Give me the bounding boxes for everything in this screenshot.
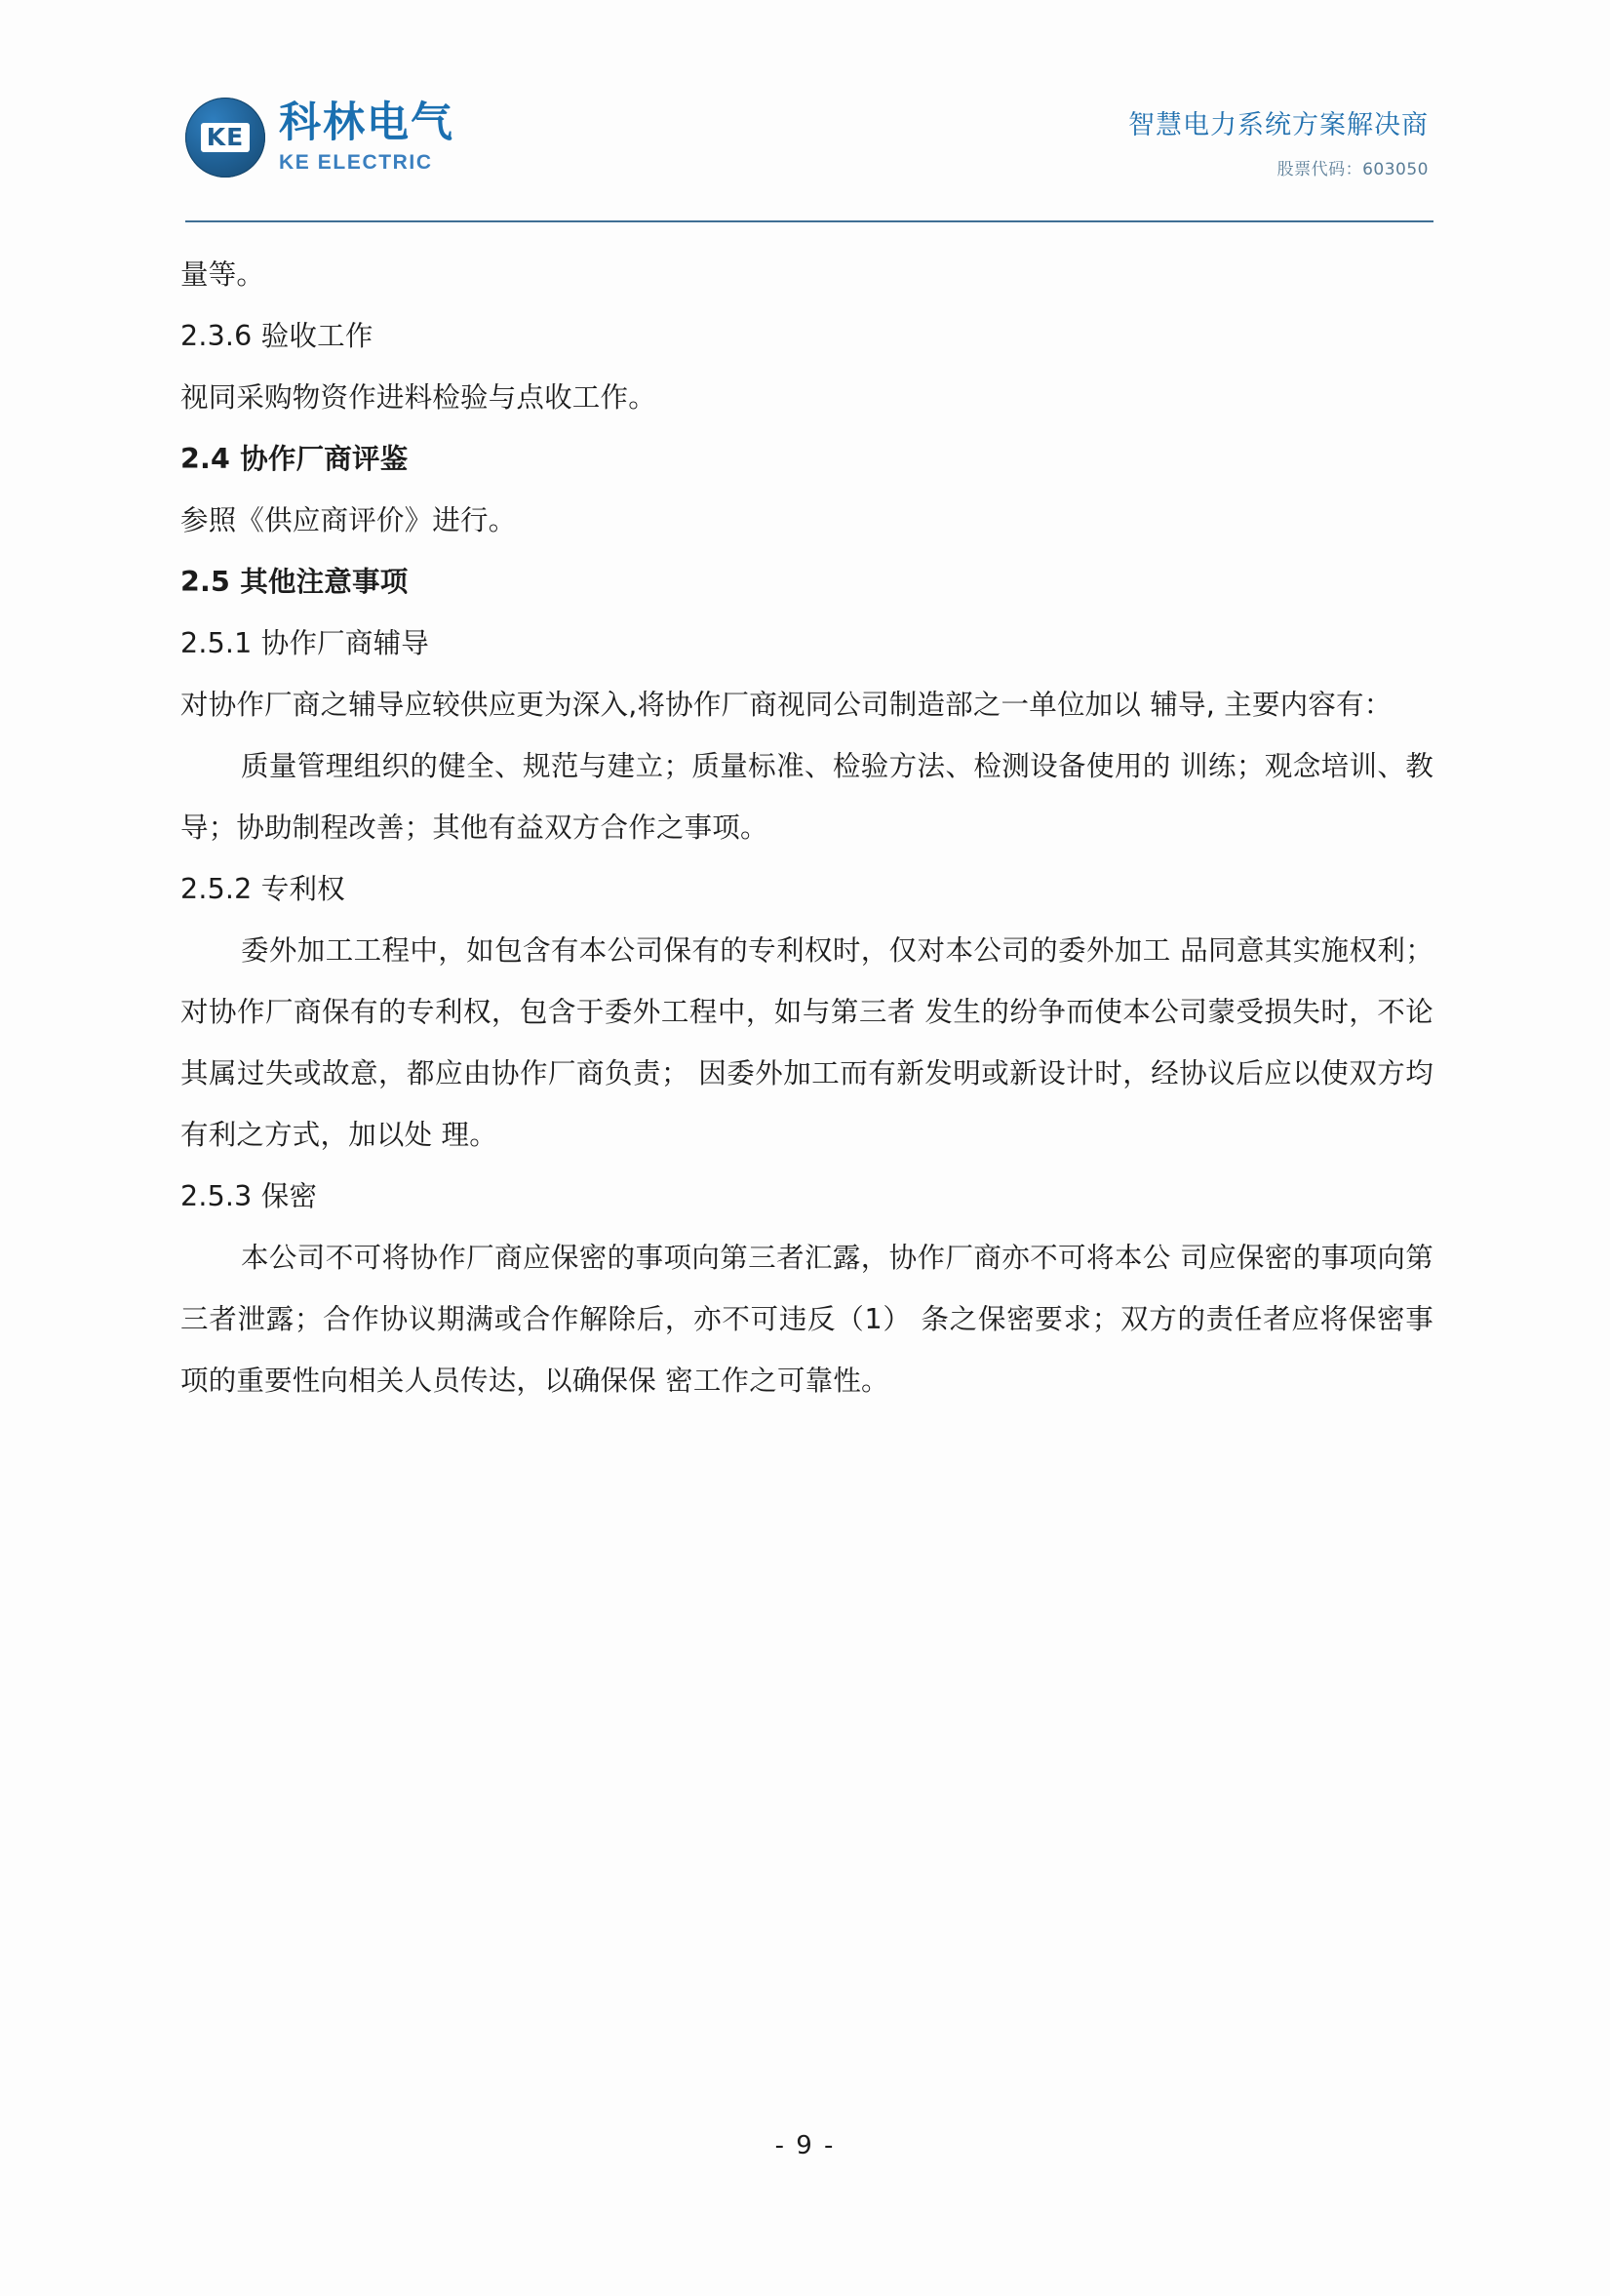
- header-divider: [185, 220, 1433, 222]
- section-2-4-title: 2.4 协作厂商评鉴: [180, 443, 409, 475]
- body-line: 视同采购物资作进料检验与点收工作。: [180, 381, 656, 414]
- body-paragraph: 对协作厂商之辅导应较供应更为深入,将协作厂商视同公司制造部之一单位加以 辅导, 主要内容有：: [180, 689, 1393, 721]
- logo-wordmark: [279, 99, 454, 174]
- section-2-5-2-title: 2.5.2 专利权: [180, 873, 345, 905]
- company-logo: [185, 98, 454, 178]
- body-paragraph: 委外加工工程中，如包含有本公司保有的专利权时，仅对本公司的委外加工 品同意其实施权利；对协作厂商保有的专利权，包含于委外工程中，如与第三者 发生的纷争而使本公司蒙受损失时，不论其属过失或故意，都应由协作厂商负责； 因委外加工而有新发明或新设计时，经协议后应以使双方均有利之方式，加以处 理。: [180, 934, 1433, 1151]
- logo-chinese-name: 科林电气: [279, 99, 454, 147]
- page-header: [185, 98, 1429, 205]
- stock-code: 股票代码：603050: [1276, 160, 1429, 179]
- section-2-3-6-title: 2.3.6 验收工作: [180, 320, 373, 352]
- body-line: 参照《供应商评价》进行。: [180, 504, 517, 536]
- section-2-5-title: 2.5 其他注意事项: [180, 566, 409, 598]
- page-number: - 9 -: [774, 2131, 836, 2160]
- logo-mark-text: KE: [201, 123, 250, 152]
- company-slogan: 智慧电力系统方案解决商: [1128, 110, 1429, 140]
- document-body: [180, 244, 1433, 1411]
- body-line: 量等。: [180, 258, 265, 291]
- section-2-5-1-title: 2.5.1 协作厂商辅导: [180, 627, 429, 659]
- section-2-5-3-title: 2.5.3 保密: [180, 1180, 318, 1212]
- ke-electric-logo-icon: [185, 98, 265, 178]
- header-tagline-block: [1128, 103, 1429, 179]
- body-paragraph: 本公司不可将协作厂商应保密的事项向第三者汇露，协作厂商亦不可将本公 司应保密的事项向第三者泄露；合作协议期满或合作解除后，亦不可违反（1） 条之保密要求；双方的责任者应将保密事项的重要性向相关人员传达，以确保保 密工作之可靠性。: [180, 1242, 1433, 1397]
- body-paragraph: 质量管理组织的健全、规范与建立；质量标准、检验方法、检测设备使用的 训练；观念培训、教导；协助制程改善；其他有益双方合作之事项。: [180, 750, 1433, 844]
- logo-english-name: KE ELECTRIC: [279, 151, 433, 174]
